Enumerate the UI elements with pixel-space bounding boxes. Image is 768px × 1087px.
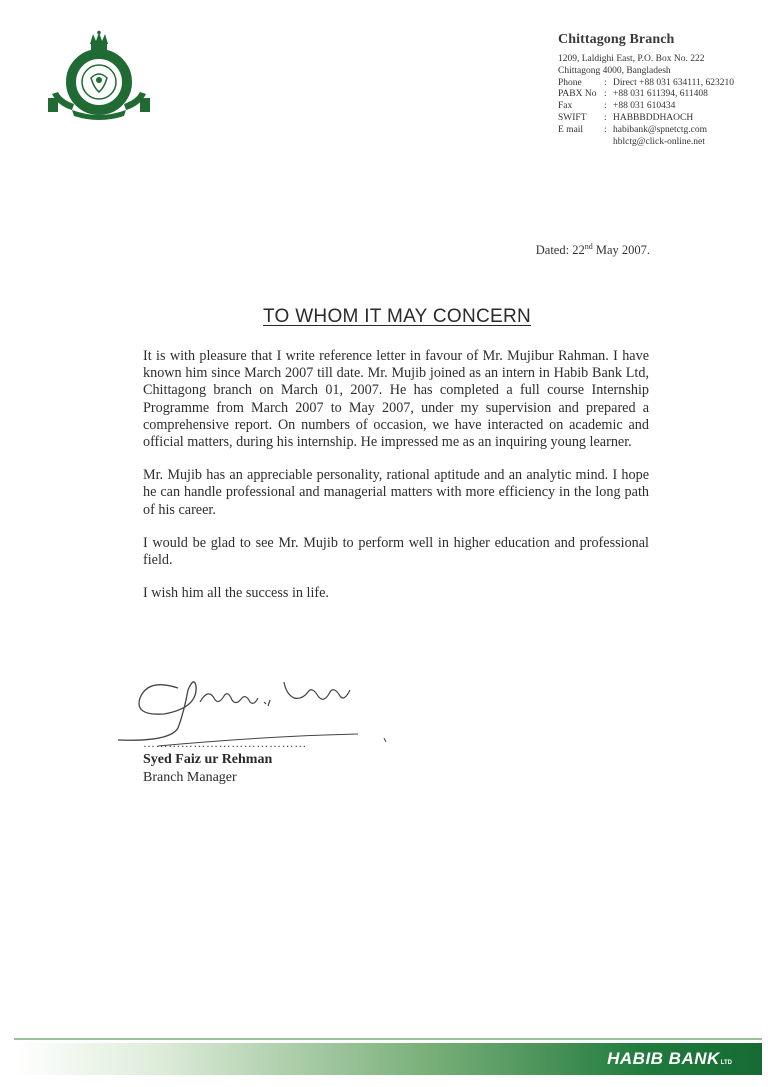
contact-label: Fax	[558, 101, 573, 112]
letter-date	[536, 242, 650, 258]
letter-body	[143, 348, 649, 618]
signer-name: Syed Faiz ur Rehman	[143, 752, 273, 767]
contact-email	[558, 125, 763, 137]
contact-sep: :	[604, 101, 607, 112]
footer-divider	[14, 1038, 762, 1040]
contact-email-2	[558, 137, 763, 149]
signature-dotted-line: …………………………………	[143, 736, 307, 750]
paragraph-3: I would be glad to see Mr. Mujib to perform well in higher education and professional field.	[143, 534, 649, 569]
date-suffix: nd	[584, 242, 593, 251]
address-line-2: Chittagong 4000, Bangladesh	[558, 65, 671, 76]
address-line-1: 1209, Laldighi East, P.O. Box No. 222	[558, 54, 705, 64]
contact-value: HABBBDDHAOCH	[613, 112, 694, 123]
contact-value: habibank@spnetctg.com	[613, 124, 707, 135]
contact-label: PABX No	[558, 89, 597, 100]
date-prefix: Dated: 22	[535, 243, 585, 257]
contact-swift	[558, 113, 763, 125]
contact-sep: :	[604, 89, 607, 100]
footer-brand	[607, 1049, 732, 1069]
contact-fax	[558, 101, 763, 113]
contact-pabx	[558, 89, 763, 101]
contact-sep: :	[604, 77, 607, 88]
letter-heading: TO WHOM IT MAY CONCERN	[262, 306, 532, 327]
footer-band	[14, 1043, 762, 1075]
contact-label: Phone	[558, 77, 582, 88]
date-rest: May 2007.	[592, 243, 650, 257]
bank-crest-logo	[44, 30, 154, 122]
contact-phone	[558, 78, 763, 90]
branch-name: Chittagong Branch	[558, 32, 675, 47]
contact-sep: :	[604, 124, 607, 135]
footer-brand-name: HABIB BANK	[607, 1049, 720, 1068]
paragraph-2: Mr. Mujib has an appreciable personality, rational aptitude and an analytic mind. I hope he can handle professional and managerial matters with more efficiency in the long path of his career.	[143, 467, 649, 518]
contact-value: +88 031 611394, 611408	[613, 89, 708, 100]
contact-label: SWIFT	[558, 112, 587, 123]
signer-title: Branch Manager	[143, 770, 237, 785]
contact-value: Direct +88 031 634111, 623210	[613, 77, 735, 88]
paragraph-1: It is with pleasure that I write reference letter in favour of Mr. Mujibur Rahman. I have known him since March 2007 till date. Mr. Mujib joined as an intern in Habib Bank Ltd, Chittagong branch on March 01, 2007. He has completed a full course Internship Programme from March 2007 to May 2007, under my supervision and prepared a comprehensive report. On numbers of occasion, we have interacted on academic and official matters, during his internship. He impressed me as an inquiring young learner.	[143, 348, 649, 451]
crest-icon	[44, 30, 154, 122]
contact-label: E mail	[558, 124, 584, 135]
contact-value: hblctg@click-online.net	[613, 136, 705, 147]
branch-info	[558, 32, 763, 148]
contact-sep: :	[604, 112, 607, 123]
footer-brand-suffix: LTD	[720, 1060, 732, 1066]
contact-value: +88 031 610434	[613, 101, 676, 112]
paragraph-4: I wish him all the success in life.	[143, 585, 329, 602]
